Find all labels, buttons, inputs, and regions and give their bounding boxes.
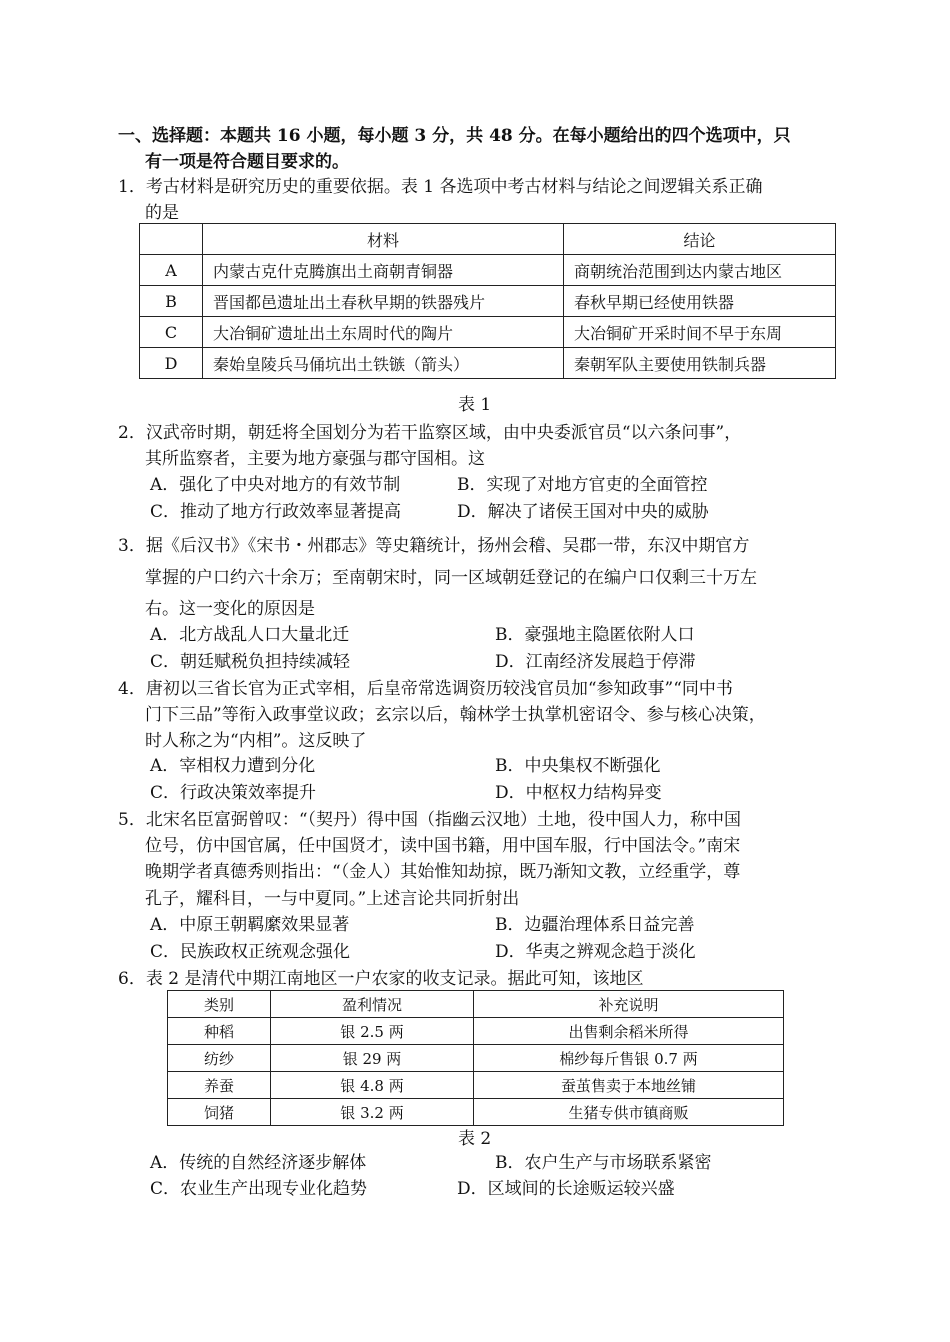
table-2-caption: 表 2 (458, 1129, 492, 1149)
table-cell: 大冶铜矿遗址出土东周时代的陶片 (203, 317, 564, 348)
table-cell: 纺纱 (168, 1045, 271, 1072)
q5-stem-line2: 位号，仿中国官属，任中国贤才，读中国书籍，用中国车服，行中国法令。”南宋 (145, 836, 741, 856)
table-1-header-cell (140, 224, 203, 255)
q5-option-b: B．边疆治理体系日益完善 (495, 915, 695, 935)
table-row (168, 1018, 784, 1045)
q2-option-c: C．推动了地方行政效率显著提高 (150, 502, 402, 522)
q3-option-a: A．北方战乱人口大量北迁 (150, 625, 350, 645)
q2-option-a: A．强化了中央对地方的有效节制 (150, 475, 401, 495)
table-cell: 商朝统治范围到达内蒙古地区 (564, 255, 836, 286)
q4-option-a: A．宰相权力遭到分化 (150, 756, 316, 776)
table-cell: 银 29 两 (271, 1045, 474, 1072)
q3-option-c: C．朝廷赋税负担持续减轻 (150, 652, 351, 672)
table-2-header-cell: 类别 (168, 991, 271, 1018)
q6-stem-line1: 6．表 2 是清代中期江南地区一户农家的收支记录。据此可知，该地区 (118, 969, 644, 989)
table-cell: 出售剩余稻米所得 (474, 1018, 784, 1045)
table-2 (167, 990, 784, 1126)
table-1-caption: 表 1 (458, 395, 492, 415)
q4-stem-line2: 门下三品”等衔入政事堂议政；玄宗以后，翰林学士执掌机密诏令、参与核心决策， (145, 705, 766, 725)
q3-stem-line2: 掌握的户口约六十余万；至南朝宋时，同一区域朝廷登记的在编户口仅剩三十万左 (145, 568, 757, 588)
q5-option-a: A．中原王朝羁縻效果显著 (150, 915, 350, 935)
q4-stem-line1: 4．唐初以三省长官为正式宰相，后皇帝常选调资历较浅官员加“参知政事”“同中书 (118, 679, 733, 699)
table-cell: 棉纱每斤售银 0.7 两 (474, 1045, 784, 1072)
table-row (140, 317, 836, 348)
table-cell: 内蒙古克什克腾旗出土商朝青铜器 (203, 255, 564, 286)
table-row (168, 1099, 784, 1126)
table-cell: 饲猪 (168, 1099, 271, 1126)
table-cell: 银 2.5 两 (271, 1018, 474, 1045)
q4-option-d: D．中枢权力结构异变 (495, 783, 662, 803)
section-heading-line1: 一、选择题：本题共 16 小题，每小题 3 分，共 48 分。在每小题给出的四个选项中，只 (118, 126, 791, 146)
table-cell: 秦始皇陵兵马俑坑出土铁镞（箭头） (203, 348, 564, 379)
table-2-header-cell: 补充说明 (474, 991, 784, 1018)
q5-stem-line3: 晚期学者真德秀则指出：“（金人）其始惟知劫掠，既乃渐知文教，立经重学，尊 (145, 862, 741, 882)
q5-stem-line4: 孔子，耀科目，一与中夏同。”上述言论共同折射出 (145, 889, 520, 909)
q5-option-c: C．民族政权正统观念强化 (150, 942, 351, 962)
table-row (140, 255, 836, 286)
table-cell: 春秋早期已经使用铁器 (564, 286, 836, 317)
table-cell: 大冶铜矿开采时间不早于东周 (564, 317, 836, 348)
table-cell: 蚕茧售卖于本地丝铺 (474, 1072, 784, 1099)
q2-stem-line2: 其所监察者，主要为地方豪强与郡守国相。这 (145, 449, 485, 469)
q2-stem-line1: 2．汉武帝时期，朝廷将全国划分为若干监察区域，由中央委派官员“以六条问事”， (118, 423, 742, 443)
table-cell: 养蚕 (168, 1072, 271, 1099)
table-1-header-cell: 材料 (203, 224, 564, 255)
q4-option-b: B．中央集权不断强化 (495, 756, 661, 776)
table-cell: 晋国都邑遗址出土春秋早期的铁器残片 (203, 286, 564, 317)
table-cell: 银 4.8 两 (271, 1072, 474, 1099)
section-heading-line2: 有一项是符合题目要求的。 (145, 152, 349, 172)
q6-option-a: A．传统的自然经济逐步解体 (150, 1153, 367, 1173)
table-row (168, 1072, 784, 1099)
q2-option-d: D．解决了诸侯王国对中央的威胁 (457, 502, 709, 522)
table-1-header (140, 224, 836, 255)
q5-option-d: D．华夷之辨观念趋于淡化 (495, 942, 696, 962)
q3-stem-line1: 3．据《后汉书》《宋书・州郡志》等史籍统计，扬州会稽、吴郡一带，东汉中期官方 (118, 536, 750, 556)
q3-option-b: B．豪强地主隐匿依附人口 (495, 625, 695, 645)
table-cell: A (140, 255, 203, 286)
table-row (168, 1045, 784, 1072)
table-cell: 银 3.2 两 (271, 1099, 474, 1126)
table-row (140, 286, 836, 317)
table-cell: 种稻 (168, 1018, 271, 1045)
table-1 (139, 223, 836, 379)
table-cell: 秦朝军队主要使用铁制兵器 (564, 348, 836, 379)
table-2-header-cell: 盈利情况 (271, 991, 474, 1018)
q3-stem-line3: 右。这一变化的原因是 (145, 599, 315, 619)
q6-option-c: C．农业生产出现专业化趋势 (150, 1179, 368, 1199)
table-1-header-cell: 结论 (564, 224, 836, 255)
table-cell: D (140, 348, 203, 379)
table-cell: 生猪专供市镇商贩 (474, 1099, 784, 1126)
q2-option-b: B．实现了对地方官吏的全面管控 (457, 475, 708, 495)
q1-stem-line1: 1．考古材料是研究历史的重要依据。表 1 各选项中考古材料与结论之间逻辑关系正确 (118, 177, 763, 197)
table-2-header (168, 991, 784, 1018)
table-row (140, 348, 836, 379)
q4-option-c: C．行政决策效率提升 (150, 783, 317, 803)
table-cell: B (140, 286, 203, 317)
q6-option-b: B．农户生产与市场联系紧密 (495, 1153, 712, 1173)
q3-option-d: D．江南经济发展趋于停滞 (495, 652, 696, 672)
q1-stem-line2: 的是 (145, 203, 179, 223)
q5-stem-line1: 5．北宋名臣富弼曾叹：“（契丹）得中国（指幽云汉地）土地，役中国人力，称中国 (118, 810, 742, 830)
table-cell: C (140, 317, 203, 348)
q6-option-d: D．区域间的长途贩运较兴盛 (457, 1179, 675, 1199)
q4-stem-line3: 时人称之为“内相”。这反映了 (145, 731, 367, 751)
